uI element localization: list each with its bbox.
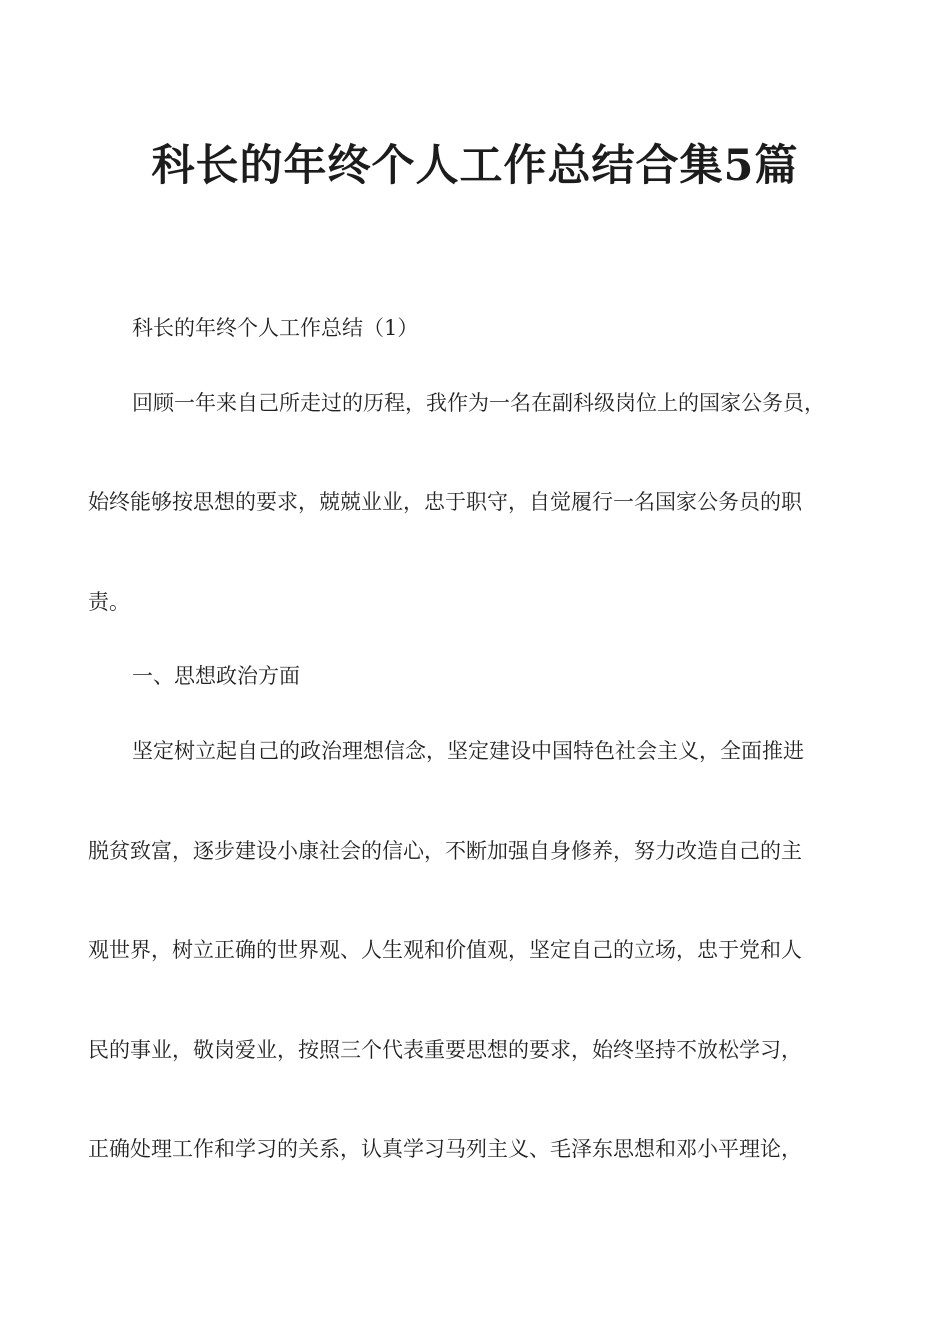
paragraph-line: 观世界，树立正确的世界观、人生观和价值观，坚定自己的立场，忠于党和人 (88, 938, 802, 962)
paragraph-line: 回顾一年来自己所走过的历程，我作为一名在副科级岗位上的国家公务员， (132, 391, 825, 415)
paragraph-line: 民的事业，敬岗爱业，按照三个代表重要思想的要求，始终坚持不放松学习， (88, 1038, 802, 1062)
paragraph-line: 始终能够按思想的要求，兢兢业业，忠于职守，自觉履行一名国家公务员的职 (88, 490, 802, 514)
section-heading-1: 科长的年终个人工作总结（1） (132, 316, 419, 340)
section-subheading: 一、思想政治方面 (132, 664, 300, 688)
document-title: 科长的年终个人工作总结合集5篇 (151, 141, 799, 191)
paragraph-line: 正确处理工作和学习的关系，认真学习马列主义、毛泽东思想和邓小平理论， (88, 1137, 802, 1161)
paragraph-line: 脱贫致富，逐步建设小康社会的信心，不断加强自身修养，努力改造自己的主 (88, 839, 802, 863)
paragraph-line: 坚定树立起自己的政治理想信念，坚定建设中国特色社会主义，全面推进 (132, 739, 804, 763)
paragraph-line: 责。 (88, 590, 130, 614)
